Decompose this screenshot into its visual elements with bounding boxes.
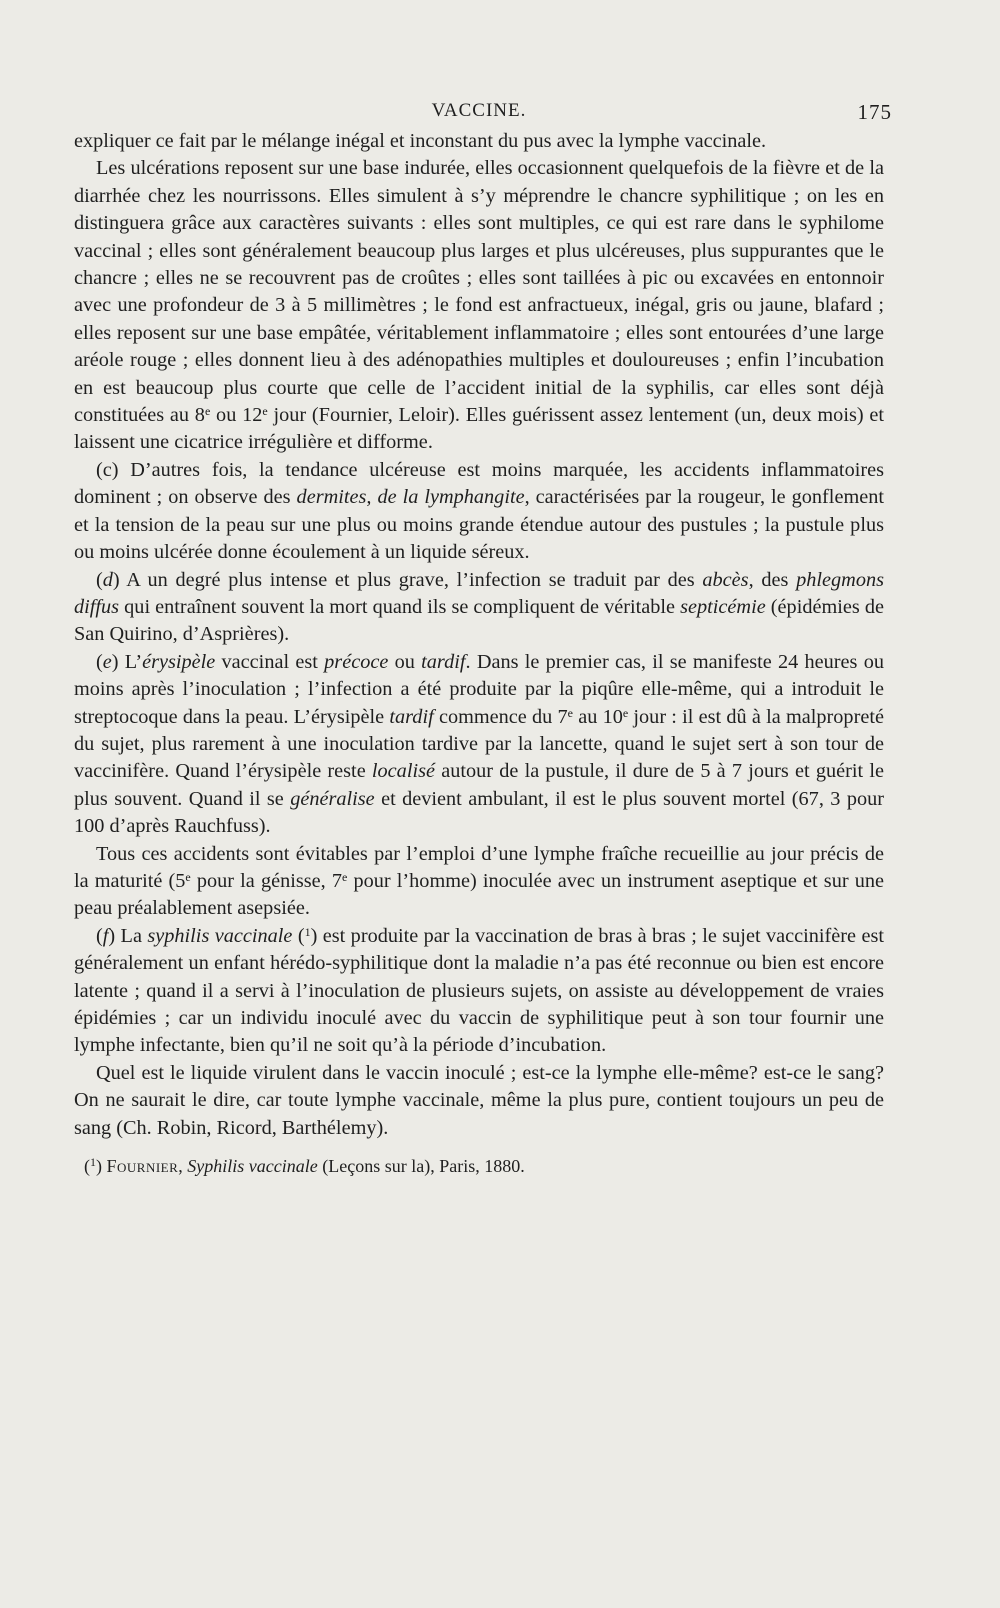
italic-text: d	[102, 568, 113, 591]
footnote-rest: (Leçons sur la), Paris, 1880.	[317, 1156, 525, 1177]
book-page	[74, 96, 892, 1178]
text-run: . Dans le premier cas, il se manifeste 24 heures ou moins après l’inoculation ; l’infection a été produite par la piqûre elle-même, qui a introduit le streptocoque dans la peau. L’érysipèle	[74, 650, 884, 728]
text-run: ou	[388, 650, 422, 673]
body-text	[74, 128, 884, 1142]
text-run: jour (Fournier, Leloir). Elles guérissent assez lentement (un, deux mois) et laissent une cicatrice irrégulière et difforme.	[74, 404, 885, 454]
italic-text: abcès	[702, 568, 749, 591]
italic-text: f	[102, 924, 109, 947]
text-run: commence du 7	[433, 705, 568, 728]
text-run: (épidémies de San Quirino, d’Asprières).	[74, 595, 884, 646]
superscript: 1	[304, 924, 311, 939]
footnote-author: Fournier	[106, 1156, 179, 1177]
italic-text: localisé	[371, 760, 435, 783]
italic-text: dermites, de la lymphangite	[296, 486, 525, 509]
superscript: e	[342, 869, 348, 884]
text-run: au 10	[572, 705, 623, 728]
text-run: Tous ces accidents sont évitables par l’emploi d’une lymphe fraîche recueillie au jour précis de la maturité (5	[74, 842, 884, 892]
text-run: ou 12	[210, 404, 263, 427]
text-run: pour l’homme) inoculée avec un instrument aseptique et sur une peau préalablement asepsiée.	[74, 869, 885, 920]
superscript: e	[567, 705, 573, 720]
text-run: (	[96, 924, 103, 947]
text-run: vaccinal est	[215, 650, 325, 673]
text-run: ) A un degré plus intense et plus grave, l’infection se traduit par des	[112, 568, 703, 591]
paragraph	[74, 649, 884, 841]
text-run: Les ulcérations reposent sur une base indurée, elles occasionnent quelquefois de la fièvre et de la diarrhée chez les nourrissons. Elles simulent à s’y méprendre le chancre syphilitique ; on les en distinguera grâce aux caractères suivants : elles sont multiples, ce qui est rare dans le syphilome vaccinal ; elles sont généralement beaucoup plus larges et plus ulcéreuses, plus suppurantes que le chancre ; elles ne se recouvrent pas de croûtes ; elles sont taillées à pic ou excavées en entonnoir avec une profondeur de 3 à 5 millimètres ; le fond est anfractueux, inégal, gris ou jaune, blafard ; elles reposent sur une base empâtée, véritablement inflammatoire ; elles sont entourées d’une large aréole rouge ; elles donnent lieu à des adénopathies multiples et douloureuses ; enfin l’incubation en est beaucoup plus courte que celle de l’accident initial de la syphilis, car elles sont déjà constituées au 8	[74, 157, 884, 427]
paragraph	[74, 128, 884, 155]
italic-text: précoce	[324, 650, 389, 673]
running-header	[74, 96, 892, 128]
superscript: e	[204, 404, 211, 419]
page-number: 175	[857, 100, 892, 124]
italic-text: tardif	[421, 650, 466, 673]
text-run: qui entraînent souvent la mort quand ils se compliquent de véritable	[119, 595, 681, 618]
text-run: (	[292, 924, 305, 947]
superscript: e	[262, 404, 268, 419]
text-run: et devient ambulant, il est le plus souvent mortel (67, 3 pour 100 d’après Rauchfuss).	[74, 787, 884, 838]
paragraph	[74, 567, 884, 649]
paragraph	[74, 923, 884, 1060]
text-run: ) est produite par la vaccination de bras à bras ; le sujet vaccinifère est généralement un enfant hérédo-syphilitique dont la maladie n’a pas été reconnue ou bien est encore latente ; quand il a servi à l’inoculation de plusieurs sujets, on assiste au développement de vraies épidémies ; car un individu inoculé avec du vaccin de syphilitique peut à son tour fournir une lymphe infectante, bien qu’il ne soit qu’à la période d’incubation.	[74, 924, 884, 1057]
text-run: expliquer ce fait par le mélange inégal et inconstant du pus avec la lymphe vaccinale.	[74, 130, 767, 152]
italic-text: tardif	[389, 705, 434, 728]
text-run: Quel est le liquide virulent dans le vaccin inoculé ; est-ce la lymphe elle-même? est-ce le sang? On ne saurait le dire, car toute lymphe vaccinale, même la plus pure, contient toujours un peu de sang (Ch. Robin, Ricord, Barthélemy).	[74, 1061, 884, 1139]
paragraph	[74, 841, 884, 923]
text-run: (	[96, 650, 103, 673]
italic-text: phlegmons diffus	[74, 568, 884, 618]
text-run: ) L’	[111, 650, 143, 673]
running-title: VACCINE.	[431, 100, 527, 121]
superscript: e	[622, 705, 629, 720]
footnote-marker: ($^1$)	[84, 1155, 102, 1177]
text-run: jour : il est dû à la malpropreté du sujet, plus rarement à une inoculation tardive par la lancette, quand le sujet sert à son tour de vaccinifère. Quand l’érysipèle reste	[74, 705, 884, 783]
footnote-title: Syphilis vaccinale	[187, 1156, 318, 1177]
text-run: ) La	[108, 924, 148, 947]
italic-text: syphilis vaccinale	[147, 924, 293, 947]
paragraph	[74, 1060, 884, 1142]
text-run: pour la génisse, 7	[190, 869, 342, 892]
italic-text: généralise	[290, 787, 375, 810]
italic-text: érysipèle	[142, 650, 216, 673]
text-run: (	[96, 568, 103, 591]
italic-text: septicémie	[680, 595, 766, 618]
superscript: e	[185, 869, 191, 884]
text-run: autour de la pustule, il dure de 5 à 7 jours et guérit le plus souvent. Quand il se	[74, 760, 884, 810]
text-run: (c) D’autres fois, la tendance ulcéreuse est moins marquée, les accidents inflammatoires dominent ; on observe des	[74, 458, 884, 509]
paragraph	[74, 457, 884, 567]
italic-text: e	[102, 650, 112, 673]
paragraph	[74, 155, 884, 456]
footnote: ($^1$) Fournier, Syphilis vaccinale (Leçons sur la), Paris, 1880.	[84, 1155, 525, 1177]
text-run: , caractérisées par la rougeur, le gonflement et la tension de la peau sur une plus ou moins grande étendue autour des pustules ; la pustule plus ou moins ulcérée donne écoulement à un liquide séreux.	[74, 486, 884, 564]
text-run: , des	[748, 568, 797, 591]
